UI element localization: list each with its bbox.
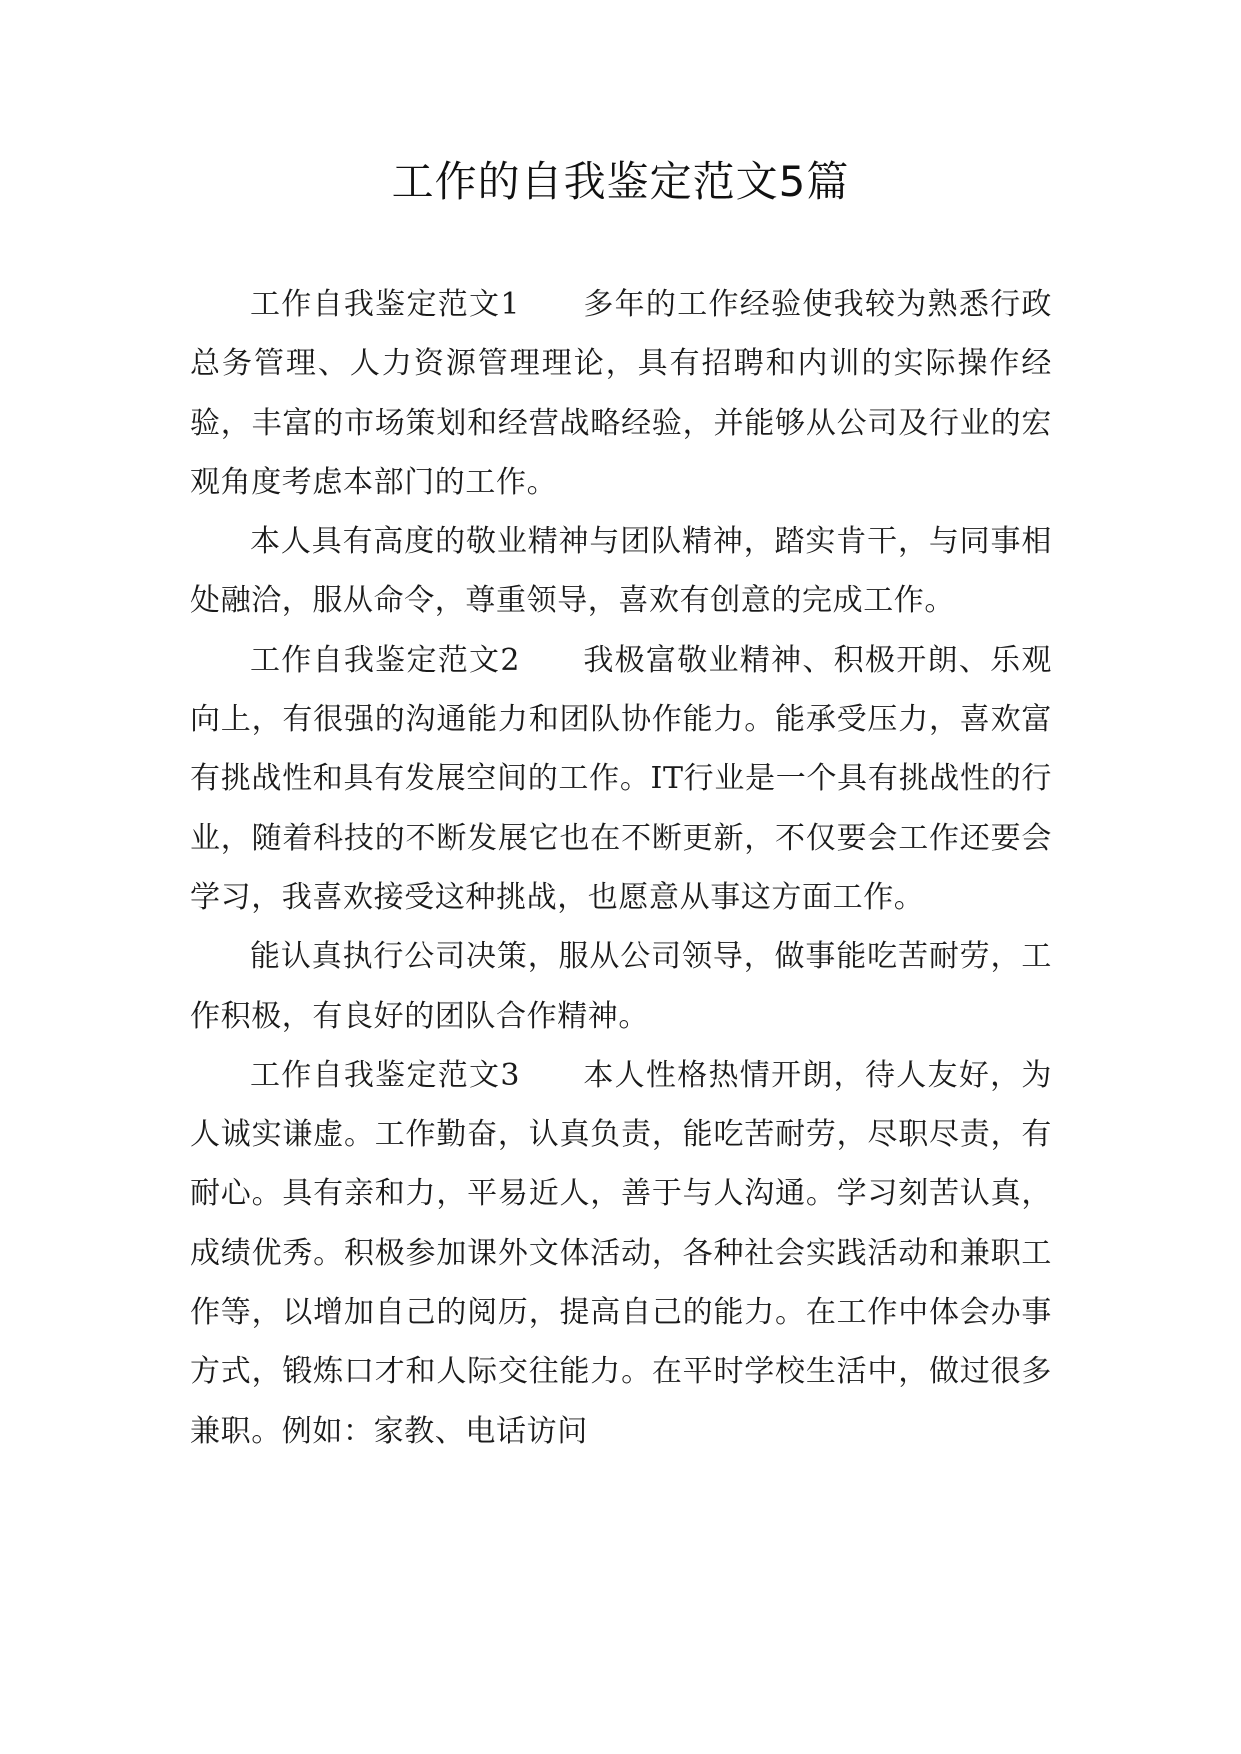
document-body xyxy=(190,275,1052,1461)
paragraph-sample-2-continued xyxy=(190,927,1052,1046)
sample-1-heading: 工作自我鉴定范文1 xyxy=(250,287,584,322)
paragraph-sample-1-continued xyxy=(190,512,1052,631)
sample-1-continued-text: 本人具有高度的敬业精神与团队精神，踏实肯干，与同事相处融洽，服从命令，尊重领导，喜欢有创意的完成工作。 xyxy=(190,524,1052,619)
sample-2-heading: 工作自我鉴定范文2 xyxy=(250,642,584,678)
paragraph-sample-1 xyxy=(190,275,1052,512)
paragraph-sample-2 xyxy=(190,631,1052,927)
sample-1-text: 多年的工作经验使我较为熟悉行政总务管理、人力资源管理理论，具有招聘和内训的实际操作经验，丰富的市场策划和经营战略经验，并能够从公司及行业的宏观角度考虑本部门的工作。 xyxy=(190,287,1053,500)
paragraph-sample-3 xyxy=(190,1046,1052,1461)
document-title: 工作的自我鉴定范文5篇 xyxy=(391,157,850,206)
sample-3-heading: 工作自我鉴定范文3 xyxy=(250,1057,584,1093)
sample-2-continued-text: 能认真执行公司决策，服从公司领导，做事能吃苦耐劳，工作积极，有良好的团队合作精神。 xyxy=(190,939,1052,1034)
sample-2-text: 我极富敬业精神、积极开朗、乐观向上，有很强的沟通能力和团队协作能力。能承受压力，喜欢富有挑战性和具有发展空间的工作。IT行业是一个具有挑战性的行业，随着科技的不断发展它也在不断更新，不仅要会工作还要会学习，我喜欢接受这种挑战，也愿意从事这方面工作。 xyxy=(190,642,1053,915)
sample-3-text: 本人性格热情开朗，待人友好，为人诚实谦虚。工作勤奋，认真负责，能吃苦耐劳，尽职尽责，有耐心。具有亲和力，平易近人，善于与人沟通。学习刻苦认真，成绩优秀。积极参加课外文体活动，各种社会实践活动和兼职工作等，以增加自己的阅历，提高自己的能力。在工作中体会办事方式，锻炼口才和人际交往能力。在平时学校生活中，做过很多兼职。例如：家教、电话访问 xyxy=(190,1057,1053,1449)
